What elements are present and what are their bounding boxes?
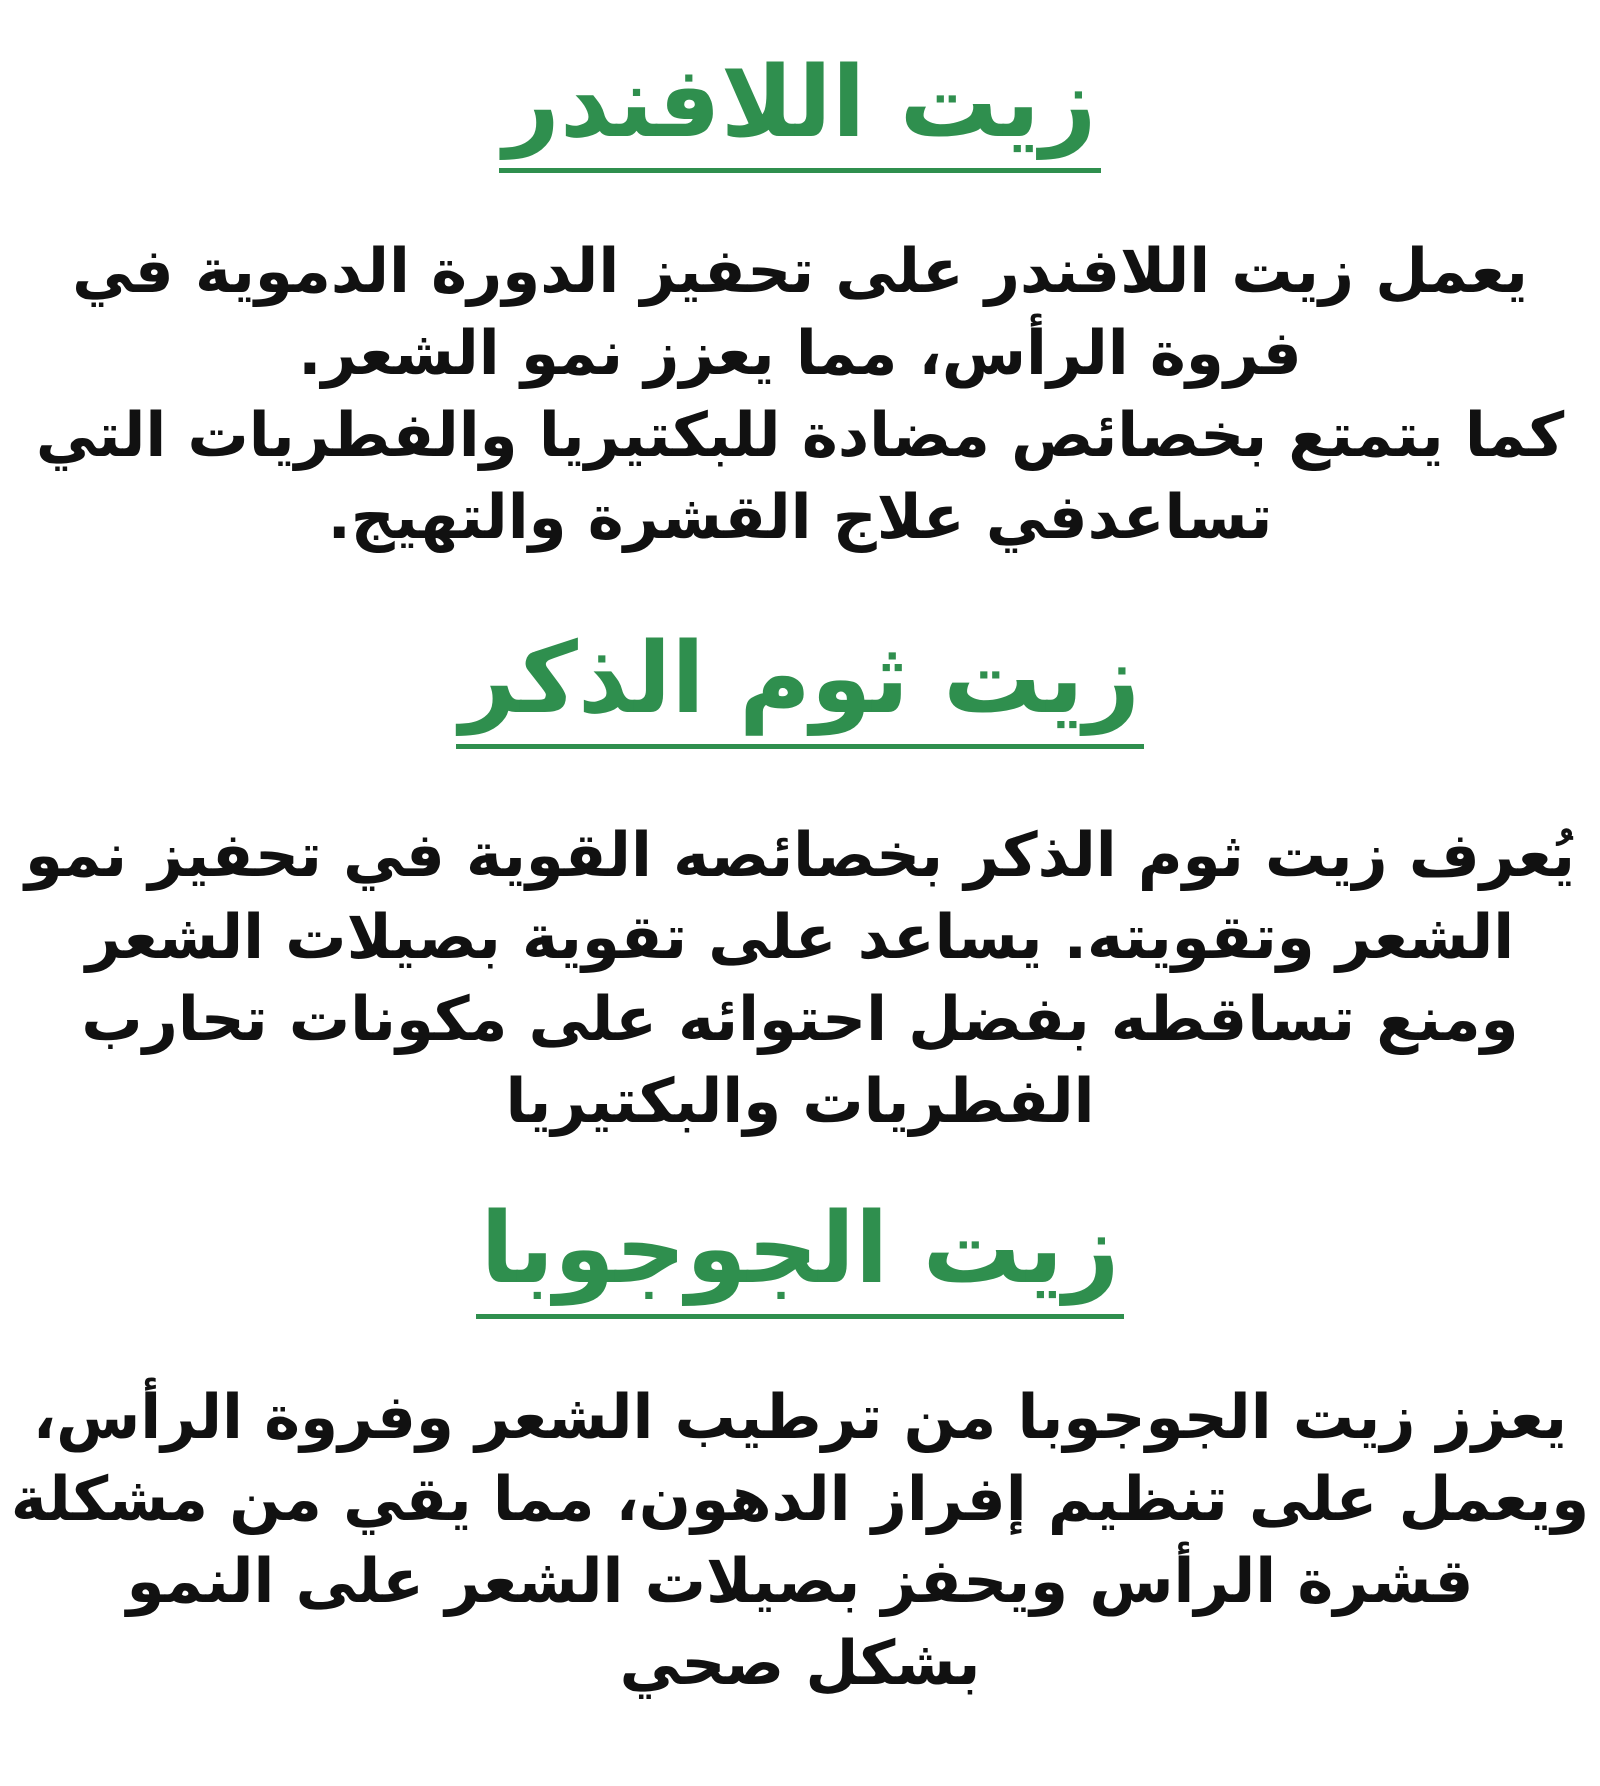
body-line: يعزز زيت الجوجوبا من ترطيب الشعر وفروة الرأس، [32, 1382, 1568, 1453]
body-line: فروة الرأس، مما يعزز نمو الشعر. [298, 318, 1302, 389]
body-line: قشرة الرأس ويحفز بصيلات الشعر على النمو [126, 1546, 1474, 1617]
body-line: الفطريات والبكتيريا [505, 1066, 1095, 1137]
section-body [0, 1377, 1600, 1705]
body-line: تساعدفي علاج القشرة والتهيج. [327, 482, 1273, 553]
body-line: ومنع تساقطه بفضل احتوائه على مكونات تحارب [81, 984, 1519, 1055]
body-line: يُعرف زيت ثوم الذكر بخصائصه القوية في تحفيز نمو [24, 820, 1576, 891]
section-body [0, 231, 1600, 559]
section-title: زيت اللافندر [499, 44, 1100, 173]
section-jojoba-oil [0, 1190, 1600, 1705]
body-line: يعمل زيت اللافندر على تحفيز الدورة الدموية في [72, 236, 1528, 307]
section-title: زيت الجوجوبا [476, 1190, 1123, 1319]
body-line: كما يتمتع بخصائص مضادة للبكتيريا والفطريات التي [35, 400, 1565, 471]
body-line: بشكل صحي [619, 1628, 981, 1699]
body-line: الشعر وتقويته. يساعد على تقوية بصيلات الشعر [85, 902, 1515, 973]
section-male-fern-oil [0, 620, 1600, 1143]
section-lavender-oil [0, 44, 1600, 559]
body-line: ويعمل على تنظيم إفراز الدهون، مما يقي من مشكلة [10, 1464, 1590, 1535]
section-body [0, 815, 1600, 1143]
section-title: زيت ثوم الذكر [456, 620, 1144, 749]
